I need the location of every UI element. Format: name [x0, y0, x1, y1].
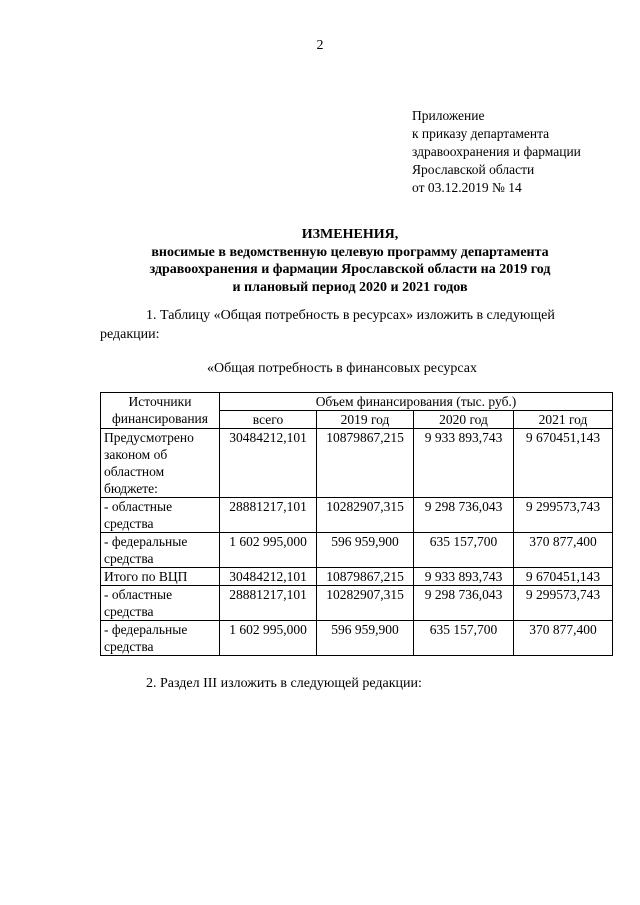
table-row: [101, 498, 613, 533]
appendix-line: здравоохранения и фармации: [412, 144, 581, 159]
cell-value: 596 959,900: [317, 621, 414, 656]
cell-value: 635 157,700: [414, 621, 514, 656]
table-row: [101, 568, 613, 586]
cell-value: 370 877,400: [514, 533, 613, 568]
cell-value: 9 670451,143: [514, 568, 613, 586]
table-row: [101, 621, 613, 656]
cell-value: 28881217,101: [220, 586, 317, 621]
appendix-line: Приложение: [412, 108, 485, 123]
appendix-line: Ярославской области: [412, 162, 535, 177]
column-header: 2020 год: [414, 411, 514, 429]
cell-value: 9 298 736,043: [414, 498, 514, 533]
row-label: - областные средства: [101, 498, 220, 533]
column-header: 2021 год: [514, 411, 613, 429]
column-header: всего: [220, 411, 317, 429]
cell-value: 635 157,700: [414, 533, 514, 568]
source-header-line: финансирования: [112, 411, 208, 426]
row-label: - федеральные средства: [101, 533, 220, 568]
cell-value: 596 959,900: [317, 533, 414, 568]
cell-value: 10879867,215: [317, 568, 414, 586]
heading-title: ИЗМЕНЕНИЯ,: [301, 227, 399, 242]
document-heading: [60, 226, 640, 296]
heading-line: здравоохранения и фармации Ярославской области на 2019 год: [149, 262, 551, 277]
financing-table: [100, 392, 613, 656]
cell-value: 10879867,215: [317, 429, 414, 498]
page-number: 2: [316, 38, 324, 53]
row-label: Предусмотрено законом об областном бюджете:: [101, 429, 220, 498]
paragraph-2: 2. Раздел III изложить в следующей редакции:: [146, 676, 422, 691]
volume-header-cell: Объем финансирования (тыс. руб.): [220, 393, 613, 411]
cell-value: 30484212,101: [220, 429, 317, 498]
cell-value: 9 670451,143: [514, 429, 613, 498]
cell-value: 9 298 736,043: [414, 586, 514, 621]
row-label: - федеральные средства: [101, 621, 220, 656]
cell-value: 10282907,315: [317, 498, 414, 533]
appendix-line: от 03.12.2019 № 14: [412, 180, 522, 195]
source-header-line: Источники: [128, 394, 192, 409]
cell-value: 30484212,101: [220, 568, 317, 586]
table-row: [101, 533, 613, 568]
table-row: [101, 429, 613, 498]
appendix-block: [412, 107, 581, 197]
cell-value: 9 299573,743: [514, 498, 613, 533]
cell-value: 10282907,315: [317, 586, 414, 621]
paragraph-1-line: редакции:: [100, 327, 160, 342]
table-caption: «Общая потребность в финансовых ресурсах: [207, 361, 477, 376]
cell-value: 9 933 893,743: [414, 429, 514, 498]
heading-line: вносимые в ведомственную целевую программу департамента: [151, 244, 549, 260]
table-row: [101, 586, 613, 621]
row-label: Итого по ВЦП: [101, 568, 220, 586]
cell-value: 9 933 893,743: [414, 568, 514, 586]
appendix-line: к приказу департамента: [412, 126, 550, 141]
cell-value: 1 602 995,000: [220, 533, 317, 568]
cell-value: 9 299573,743: [514, 586, 613, 621]
heading-line: и плановый период 2020 и 2021 годов: [232, 279, 468, 295]
cell-value: 370 877,400: [514, 621, 613, 656]
column-header: 2019 год: [317, 411, 414, 429]
paragraph-1-line: 1. Таблицу «Общая потребность в ресурсах» изложить в следующей: [146, 308, 555, 323]
cell-value: 1 602 995,000: [220, 621, 317, 656]
table-header-row: [101, 393, 613, 411]
cell-value: 28881217,101: [220, 498, 317, 533]
paragraph-1: [100, 306, 610, 344]
row-label: - областные средства: [101, 586, 220, 621]
source-header-cell: [101, 393, 220, 429]
